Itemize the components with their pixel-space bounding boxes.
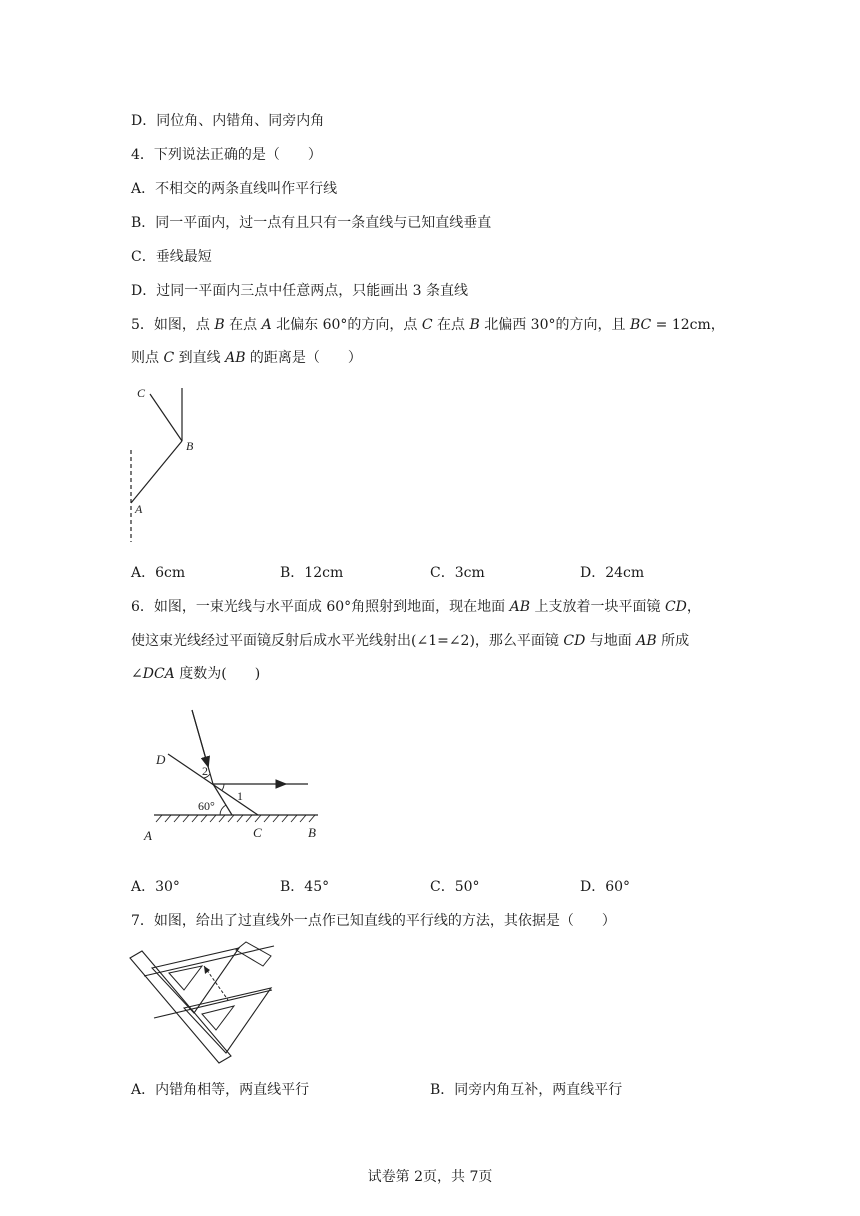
label-b: B <box>308 825 316 840</box>
ground-hatching <box>156 815 315 822</box>
q4-option-c: C．垂线最短 <box>131 249 212 265</box>
q4-stem: 4．下列说法正确的是（ ） <box>131 147 322 163</box>
q5-figure <box>120 378 220 548</box>
set-square-lower-inner <box>202 1006 234 1030</box>
q6-stem-line2: 使这束光线经过平面镜反射后成水平光线射出(∠1=∠2)，那么平面镜 CD 与地面 AB 所成 <box>131 633 690 649</box>
angle-1-arc <box>222 784 224 790</box>
angle-60-arc <box>220 805 226 815</box>
q7-option-b: B．同旁内角互补，两直线平行 <box>430 1082 623 1098</box>
q4-option-a: A．不相交的两条直线叫作平行线 <box>131 181 338 197</box>
q5-option-b: B．12cm <box>280 565 344 581</box>
q5-stem-line2: 则点 C 到直线 AB 的距离是（ ） <box>131 350 362 366</box>
set-square-upper <box>152 948 239 1013</box>
label-a: A <box>135 502 143 516</box>
label-b: B <box>186 439 194 453</box>
label-a: A <box>144 828 152 843</box>
incident-arrow <box>192 710 208 766</box>
lower-parallel-line <box>154 990 272 1018</box>
label-c: C <box>137 386 146 400</box>
q5-option-d: D．24cm <box>580 565 645 581</box>
label-d: D <box>156 752 166 767</box>
q6-stem-line3: ∠DCA 度数为( ) <box>131 666 261 682</box>
q6-stem-line1: 6．如图，一束光线与水平面成 60°角照射到地面，现在地面 AB 上支放着一块平面镜 CD， <box>131 599 701 615</box>
q4-option-b: B．同一平面内，过一点有且只有一条直线与已知直线垂直 <box>131 215 492 231</box>
q7-figure <box>124 938 284 1068</box>
q3-option-d: D．同位角、内错角、同旁内角 <box>131 113 325 129</box>
segment-bc <box>150 394 182 441</box>
q7-option-a: A．内错角相等，两直线平行 <box>131 1082 310 1098</box>
q5-option-a: A．6cm <box>131 565 186 581</box>
set-square-lower <box>184 988 271 1053</box>
label-angle-1: 1 <box>237 789 243 803</box>
q6-option-c: C．50° <box>430 879 480 895</box>
q4-option-d: D．过同一平面内三点中任意两点，只能画出 3 条直线 <box>131 283 469 299</box>
q5-option-c: C．3cm <box>430 565 485 581</box>
label-angle-60: 60° <box>198 799 215 813</box>
arrow-head <box>204 966 210 974</box>
q6-option-d: D．60° <box>580 879 631 895</box>
label-angle-2: 2 <box>202 764 208 778</box>
page-footer: 试卷第 2页，共 7页 <box>367 1169 493 1185</box>
q6-option-a: A．30° <box>131 879 180 895</box>
label-c: C <box>253 825 262 840</box>
q7-stem: 7．如图，给出了过直线外一点作已知直线的平行线的方法，其依据是（ ） <box>131 913 616 929</box>
q5-stem-line1: 5．如图，点 B 在点 A 北偏东 60°的方向，点 C 在点 B 北偏西 30°的方向，且 BC = 12cm， <box>131 317 725 333</box>
segment-ab <box>131 441 182 503</box>
q6-figure <box>140 700 330 850</box>
q6-option-b: B．45° <box>280 879 330 895</box>
